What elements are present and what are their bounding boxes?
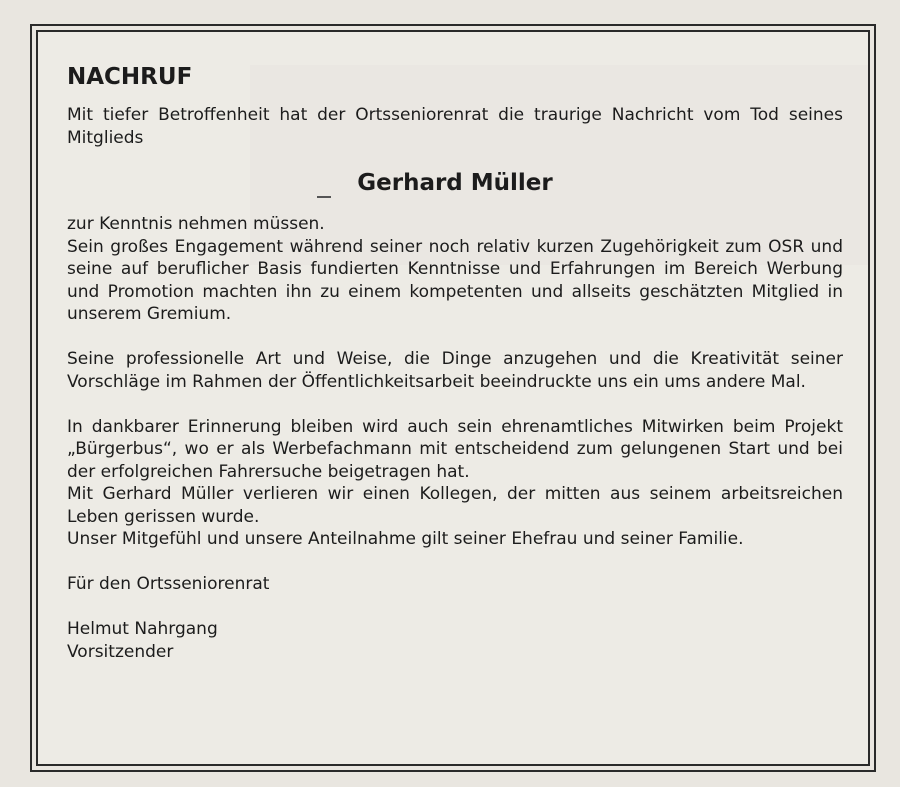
paragraph-2: Seine professionelle Art und Weise, die Dinge anzugehen und die Kreativität seiner Vorschläge im Rahmen der Öffentlichkeitsarbeit beeindruckte uns ein ums andere Mal. <box>67 349 843 392</box>
paragraph-3-line-1: In dankbarer Erinnerung bleiben wird auch sein ehrenamtliches Mitwirken beim Projekt „Bürgerbus“, wo er als Werbefachmann mit entscheidend zum gelungenen Start und bei der erfolgreichen Fahrersuche beigetragen hat. <box>67 416 843 482</box>
paragraph-1-line-2: Sein großes Engagement während seiner noch relativ kurzen Zugehörigkeit zum OSR und seine auf beruflicher Basis fundierten Kenntnisse und Erfahrungen im Bereich Werbung und Promotion machten ihn zu einem kompetenten und allseits geschätzten Mitglied in unserem Gremium. <box>67 236 843 324</box>
signer-name: Helmut Nahrgang <box>67 619 218 639</box>
deceased-name: Gerhard Müller <box>357 170 553 196</box>
signer-role: Vorsitzender <box>67 641 174 662</box>
paragraph-3-line-2: Mit Gerhard Müller verlieren wir einen Kollegen, der mitten aus seinem arbeitsreichen Leben gerissen wurde. <box>67 484 843 527</box>
paragraph-3-line-3: Unser Mitgefühl und unsere Anteilnahme gilt seiner Ehefrau und seiner Familie. <box>67 529 744 549</box>
closing-text: Für den Ortsseniorenrat <box>67 574 270 594</box>
paragraph-1-line-1: zur Kenntnis nehmen müssen. <box>67 214 325 234</box>
intro-text: Mit tiefer Betroffenheit hat der Ortsseniorenrat die traurige Nachricht vom Tod seines Mitglieds <box>67 105 843 148</box>
notice-title: NACHRUF <box>67 64 193 90</box>
obituary-notice <box>67 62 843 663</box>
